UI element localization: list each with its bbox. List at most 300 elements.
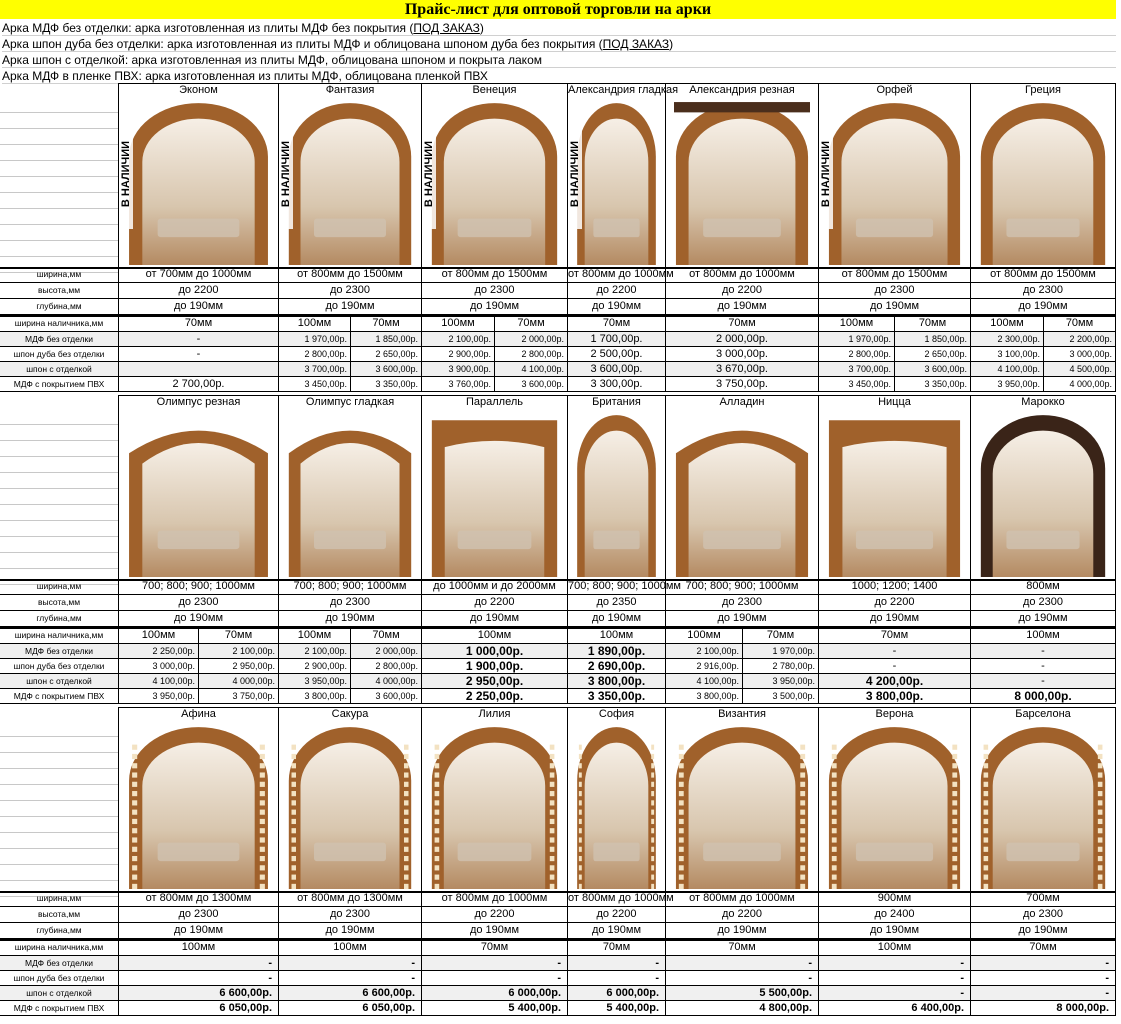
spec-height: до 2300 — [665, 595, 818, 611]
price-oak: 2 690,00р. — [567, 659, 665, 674]
spec-depth: до 190мм — [118, 611, 278, 627]
row-label: глубина,мм — [0, 923, 118, 939]
price-oak: 2 800,00р. — [818, 347, 894, 362]
in-stock-label: В НАЛИЧИИ — [568, 119, 582, 229]
price-veneer: 3 950,00р. — [742, 674, 818, 689]
casing-width: 100мм — [118, 627, 198, 644]
grid-line — [0, 817, 118, 833]
in-stock-label: В НАЛИЧИИ — [819, 119, 833, 229]
casing-width: 70мм — [198, 627, 278, 644]
row-label: шпон дуба без отделки — [0, 347, 118, 362]
spec-width: от 800мм до 1000мм — [567, 891, 665, 907]
arch-picture — [127, 100, 270, 265]
spec-width: 700; 800; 900; 1000мм — [567, 579, 665, 595]
grid-line — [0, 865, 118, 881]
spec-width: 700мм — [970, 891, 1115, 907]
price-pvc: 2 250,00р. — [421, 689, 567, 704]
arch-drawing — [127, 412, 270, 577]
product-image — [567, 721, 665, 891]
price-oak: 3 000,00р. — [1043, 347, 1115, 362]
price-pvc: 5 400,00р. — [567, 1001, 665, 1016]
price-pvc: 3 600,00р. — [350, 689, 421, 704]
arch-picture — [674, 724, 810, 889]
grid-line — [0, 833, 118, 849]
row-label: глубина,мм — [0, 611, 118, 627]
price-mdf: 2 250,00р. — [118, 644, 198, 659]
grid-line — [0, 97, 118, 113]
description-line — [2, 52, 1116, 68]
product-name: Олимпус гладкая — [278, 395, 421, 409]
arch-drawing — [674, 100, 810, 265]
price-mdf: 1 700,00р. — [567, 332, 665, 347]
arch-picture — [430, 100, 559, 265]
price-oak: 3 100,00р. — [970, 347, 1043, 362]
description-text: Арка МДФ в пленке ПВХ: арка изготовленная из плиты МДФ, облицована пленкой ПВХ — [2, 69, 488, 83]
price-mdf: - — [970, 956, 1115, 971]
price-oak: 3 000,00р. — [118, 659, 198, 674]
row-label: шпон с отделкой — [0, 986, 118, 1001]
price-veneer: 3 950,00р. — [278, 674, 350, 689]
spec-width: 1000; 1200; 1400 — [818, 579, 970, 595]
spec-width: от 800мм до 1500мм — [970, 267, 1115, 283]
price-veneer: 3 900,00р. — [421, 362, 494, 377]
order-note-link[interactable]: ПОД ЗАКАЗ — [602, 37, 670, 51]
product-name: Афина — [118, 707, 278, 721]
price-veneer: 3 800,00р. — [567, 674, 665, 689]
spec-height: до 2300 — [970, 283, 1115, 299]
row-label: МДФ без отделки — [0, 332, 118, 347]
spec-depth: до 190мм — [278, 923, 421, 939]
price-pvc: 3 350,00р. — [350, 377, 421, 392]
spec-height: до 2350 — [567, 595, 665, 611]
product-image — [118, 721, 278, 891]
arch-drawing — [674, 412, 810, 577]
row-label: шпон дуба без отделки — [0, 971, 118, 986]
spec-depth: до 190мм — [970, 923, 1115, 939]
table-right-border — [1115, 83, 1116, 392]
spec-depth: до 190мм — [118, 923, 278, 939]
spec-width: 800мм — [970, 579, 1115, 595]
product-name: Ницца — [818, 395, 970, 409]
price-veneer: 4 000,00р. — [350, 674, 421, 689]
price-pvc: 3 450,00р. — [278, 377, 350, 392]
price-pvc: 6 050,00р. — [118, 1001, 278, 1016]
product-image — [665, 721, 818, 891]
price-veneer: 4 000,00р. — [198, 674, 278, 689]
arch-drawing — [576, 724, 657, 889]
spec-width: от 800мм до 1500мм — [278, 267, 421, 283]
casing-width: 100мм — [278, 939, 421, 956]
casing-width: 100мм — [567, 627, 665, 644]
grid-line — [0, 521, 118, 537]
price-mdf: - — [818, 956, 970, 971]
spec-height: до 2300 — [970, 907, 1115, 923]
price-veneer: - — [970, 986, 1115, 1001]
spec-depth: до 190мм — [818, 923, 970, 939]
grid-line — [0, 801, 118, 817]
spec-height: до 2300 — [118, 907, 278, 923]
grid-line — [0, 737, 118, 753]
spec-height: до 2300 — [278, 283, 421, 299]
casing-width: 70мм — [350, 315, 421, 332]
product-image — [818, 97, 970, 267]
price-mdf: - — [278, 956, 421, 971]
price-veneer — [118, 362, 278, 377]
price-mdf: 2 200,00р. — [1043, 332, 1115, 347]
price-mdf: 1 890,00р. — [567, 644, 665, 659]
description-text: Арка шпон с отделкой: арка изготовленная из плиты МДФ, облицована шпоном и покрыта лаком — [2, 53, 542, 67]
product-name: Олимпус резная — [118, 395, 278, 409]
price-oak: 1 900,00р. — [421, 659, 567, 674]
arch-picture — [576, 412, 657, 577]
description-text: Арка шпон дуба без отделки: арка изготовленная из плиты МДФ и облицована шпоном дуба без покрытия ( — [2, 37, 603, 51]
price-veneer: - — [818, 986, 970, 1001]
price-pvc: 3 600,00р. — [494, 377, 567, 392]
grid-line — [0, 457, 118, 473]
spec-width: от 800мм до 1000мм — [421, 891, 567, 907]
price-oak: - — [970, 971, 1115, 986]
product-image — [665, 409, 818, 579]
product-name: Фантазия — [278, 83, 421, 97]
product-name: Эконом — [118, 83, 278, 97]
grid-line — [0, 849, 118, 865]
price-veneer: 2 950,00р. — [421, 674, 567, 689]
product-image — [421, 409, 567, 579]
price-pvc: 3 950,00р. — [970, 377, 1043, 392]
price-oak: 2 650,00р. — [894, 347, 970, 362]
grid-line — [0, 785, 118, 801]
row-label: шпон с отделкой — [0, 362, 118, 377]
arch-drawing — [979, 412, 1107, 577]
product-image — [818, 721, 970, 891]
price-oak: - — [421, 971, 567, 986]
description-line — [2, 20, 1116, 36]
casing-width: 100мм — [278, 627, 350, 644]
spec-depth: до 190мм — [567, 923, 665, 939]
price-oak: 3 000,00р. — [665, 347, 818, 362]
casing-width: 70мм — [567, 939, 665, 956]
casing-width: 100мм — [421, 315, 494, 332]
row-label: высота,мм — [0, 595, 118, 611]
grid-line — [0, 441, 118, 457]
price-pvc: 3 750,00р. — [665, 377, 818, 392]
price-mdf: 1 970,00р. — [818, 332, 894, 347]
arch-picture — [827, 724, 962, 889]
page-title: Прайс-лист для оптовой торговли на арки — [0, 0, 1116, 19]
price-veneer: 3 600,00р. — [350, 362, 421, 377]
price-mdf: - — [818, 644, 970, 659]
description-tail: ) — [479, 21, 484, 35]
price-veneer: 6 600,00р. — [278, 986, 421, 1001]
arch-drawing — [979, 100, 1107, 265]
price-oak: - — [665, 971, 818, 986]
row-label: ширина,мм — [0, 891, 118, 907]
price-mdf: - — [421, 956, 567, 971]
grid-line — [0, 537, 118, 553]
price-oak: 2 780,00р. — [742, 659, 818, 674]
grid-line — [0, 145, 118, 161]
price-mdf: 1 850,00р. — [350, 332, 421, 347]
product-image — [970, 721, 1115, 891]
row-label: МДФ с покрытием ПВХ — [0, 1001, 118, 1016]
price-oak: 2 800,00р. — [494, 347, 567, 362]
spec-depth: до 190мм — [665, 299, 818, 315]
arch-picture — [287, 100, 413, 265]
product-name: Верона — [818, 707, 970, 721]
price-mdf: 1 970,00р. — [278, 332, 350, 347]
row-label: МДФ без отделки — [0, 644, 118, 659]
grid-line — [0, 241, 118, 257]
spec-width: от 800мм до 1300мм — [118, 891, 278, 907]
spec-height: до 2300 — [970, 595, 1115, 611]
spec-depth: до 190мм — [421, 923, 567, 939]
spec-height: до 2200 — [665, 907, 818, 923]
spec-height: до 2300 — [421, 283, 567, 299]
spec-depth: до 190мм — [818, 299, 970, 315]
price-mdf: - — [665, 956, 818, 971]
price-pvc: 3 350,00р. — [567, 689, 665, 704]
table-right-border — [1115, 395, 1116, 704]
product-image — [665, 97, 818, 267]
price-pvc: 4 000,00р. — [1043, 377, 1115, 392]
price-oak: 2 500,00р. — [567, 347, 665, 362]
price-oak: - — [818, 659, 970, 674]
spec-width: от 800мм до 1500мм — [818, 267, 970, 283]
price-veneer: 3 700,00р. — [818, 362, 894, 377]
arch-picture — [430, 724, 559, 889]
product-name: Параллель — [421, 395, 567, 409]
spec-width: от 700мм до 1000мм — [118, 267, 278, 283]
price-veneer: 6 000,00р. — [567, 986, 665, 1001]
spec-depth: до 190мм — [278, 611, 421, 627]
product-name: Византия — [665, 707, 818, 721]
product-image — [118, 97, 278, 267]
price-mdf: 2 100,00р. — [421, 332, 494, 347]
spec-height: до 2300 — [818, 283, 970, 299]
price-oak: - — [818, 971, 970, 986]
arch-picture — [674, 412, 810, 577]
price-veneer: 3 670,00р. — [665, 362, 818, 377]
order-note-link[interactable]: ПОД ЗАКАЗ — [413, 21, 480, 35]
price-veneer: 3 600,00р. — [894, 362, 970, 377]
table-right-border — [1115, 707, 1116, 1016]
casing-width: 100мм — [665, 627, 742, 644]
price-veneer: 6 600,00р. — [118, 986, 278, 1001]
spec-width: от 800мм до 1000мм — [567, 267, 665, 283]
price-pvc: 3 300,00р. — [567, 377, 665, 392]
spec-depth: до 190мм — [567, 299, 665, 315]
price-pvc: 3 950,00р. — [118, 689, 198, 704]
casing-width: 100мм — [118, 939, 278, 956]
product-image — [278, 97, 421, 267]
row-label: МДФ с покрытием ПВХ — [0, 377, 118, 392]
arch-drawing — [827, 100, 962, 265]
row-label: ширина,мм — [0, 267, 118, 283]
price-oak: 2 650,00р. — [350, 347, 421, 362]
casing-width: 70мм — [421, 939, 567, 956]
price-oak: 2 950,00р. — [198, 659, 278, 674]
price-mdf: 1 000,00р. — [421, 644, 567, 659]
spec-depth: до 190мм — [421, 299, 567, 315]
price-oak: - — [970, 659, 1115, 674]
price-pvc: 3 800,00р. — [818, 689, 970, 704]
casing-width: 70мм — [894, 315, 970, 332]
casing-width: 100мм — [970, 627, 1115, 644]
row-label: ширина наличника,мм — [0, 315, 118, 332]
price-oak: - — [118, 971, 278, 986]
price-pvc: 3 500,00р. — [742, 689, 818, 704]
grid-line — [0, 409, 118, 425]
row-label: высота,мм — [0, 283, 118, 299]
casing-width: 70мм — [567, 315, 665, 332]
spec-width: 700; 800; 900; 1000мм — [118, 579, 278, 595]
price-mdf: 2 100,00р. — [665, 644, 742, 659]
price-pvc: 8 000,00р. — [970, 1001, 1115, 1016]
grid-line — [0, 209, 118, 225]
casing-width: 100мм — [818, 315, 894, 332]
row-label: ширина наличника,мм — [0, 627, 118, 644]
description-line — [2, 36, 1116, 52]
row-label: ширина наличника,мм — [0, 939, 118, 956]
price-veneer: 4 500,00р. — [1043, 362, 1115, 377]
price-mdf: 2 100,00р. — [278, 644, 350, 659]
spec-width: 700; 800; 900; 1000мм — [665, 579, 818, 595]
grid-line — [0, 161, 118, 177]
grid-line — [0, 193, 118, 209]
in-stock-label: В НАЛИЧИИ — [422, 119, 436, 229]
spec-height: до 2200 — [421, 595, 567, 611]
price-veneer: 4 200,00р. — [818, 674, 970, 689]
price-pvc: 3 800,00р. — [665, 689, 742, 704]
price-pvc: 3 450,00р. — [818, 377, 894, 392]
spec-height: до 2200 — [665, 283, 818, 299]
product-name: Орфей — [818, 83, 970, 97]
price-veneer: 4 100,00р. — [665, 674, 742, 689]
casing-width: 70мм — [118, 315, 278, 332]
price-veneer: 6 000,00р. — [421, 986, 567, 1001]
price-pvc: 2 700,00р. — [118, 377, 278, 392]
product-image — [567, 97, 665, 267]
arch-drawing — [430, 412, 559, 577]
product-name: София — [567, 707, 665, 721]
price-pvc: 3 800,00р. — [278, 689, 350, 704]
casing-width: 100мм — [970, 315, 1043, 332]
price-oak: - — [567, 971, 665, 986]
arch-picture — [127, 724, 270, 889]
product-image — [818, 409, 970, 579]
grid-line — [0, 129, 118, 145]
description-line — [2, 68, 1116, 84]
price-veneer: 4 100,00р. — [494, 362, 567, 377]
arch-drawing — [287, 412, 413, 577]
arch-picture — [576, 100, 657, 265]
spec-height: до 2200 — [818, 595, 970, 611]
price-mdf: 1 970,00р. — [742, 644, 818, 659]
arch-picture — [674, 100, 810, 265]
arch-picture — [979, 100, 1107, 265]
casing-width: 100мм — [278, 315, 350, 332]
price-oak: 2 800,00р. — [278, 347, 350, 362]
price-pvc: 6 400,00р. — [818, 1001, 970, 1016]
spec-height: до 2400 — [818, 907, 970, 923]
price-oak: - — [278, 971, 421, 986]
casing-width: 70мм — [665, 315, 818, 332]
row-label: ширина,мм — [0, 579, 118, 595]
product-name: Марокко — [970, 395, 1115, 409]
price-veneer: 3 700,00р. — [278, 362, 350, 377]
arch-picture — [287, 724, 413, 889]
spec-depth: до 190мм — [278, 299, 421, 315]
price-pvc: 5 400,00р. — [421, 1001, 567, 1016]
product-name: Александрия резная — [665, 83, 818, 97]
arch-drawing — [287, 724, 413, 889]
product-image — [278, 721, 421, 891]
price-veneer: - — [970, 674, 1115, 689]
grid-line — [0, 489, 118, 505]
product-name: Венеция — [421, 83, 567, 97]
casing-width: 100мм — [421, 627, 567, 644]
arch-drawing — [674, 724, 810, 889]
row-label: МДФ без отделки — [0, 956, 118, 971]
product-image — [421, 721, 567, 891]
row-label: глубина,мм — [0, 299, 118, 315]
description-text: Арка МДФ без отделки: арка изготовленная из плиты МДФ без покрытия ( — [2, 21, 414, 35]
spec-depth: до 190мм — [421, 611, 567, 627]
spec-height: до 2200 — [567, 283, 665, 299]
price-pvc: 6 050,00р. — [278, 1001, 421, 1016]
spec-height: до 2200 — [118, 283, 278, 299]
row-label: шпон с отделкой — [0, 674, 118, 689]
casing-width: 70мм — [742, 627, 818, 644]
spec-width: 700; 800; 900; 1000мм — [278, 579, 421, 595]
price-mdf: 2 000,00р. — [350, 644, 421, 659]
price-oak: 2 900,00р. — [421, 347, 494, 362]
price-pvc: 3 750,00р. — [198, 689, 278, 704]
arch-picture — [576, 724, 657, 889]
casing-width: 70мм — [818, 627, 970, 644]
price-mdf: - — [567, 956, 665, 971]
casing-width: 100мм — [818, 939, 970, 956]
product-image — [970, 409, 1115, 579]
grid-line — [0, 425, 118, 441]
spec-depth: до 190мм — [970, 299, 1115, 315]
spec-height: до 2300 — [118, 595, 278, 611]
casing-width: 70мм — [494, 315, 567, 332]
casing-width: 70мм — [350, 627, 421, 644]
price-oak: 2 916,00р. — [665, 659, 742, 674]
arch-drawing — [430, 100, 559, 265]
arch-drawing — [827, 412, 962, 577]
price-mdf: 2 000,00р. — [665, 332, 818, 347]
grid-line — [0, 753, 118, 769]
arch-picture — [287, 412, 413, 577]
grid-line — [0, 769, 118, 785]
spec-height: до 2200 — [567, 907, 665, 923]
price-mdf: - — [970, 644, 1115, 659]
spec-width: 900мм — [818, 891, 970, 907]
price-oak: - — [118, 347, 278, 362]
price-mdf: - — [118, 332, 278, 347]
spec-width: до 1000мм и до 2000мм — [421, 579, 567, 595]
spec-width: от 800мм до 1000мм — [665, 267, 818, 283]
price-veneer: 4 100,00р. — [970, 362, 1043, 377]
product-name: Греция — [970, 83, 1115, 97]
product-image — [118, 409, 278, 579]
arch-drawing — [430, 724, 559, 889]
price-mdf: 2 000,00р. — [494, 332, 567, 347]
price-mdf: - — [118, 956, 278, 971]
grid-line — [0, 113, 118, 129]
